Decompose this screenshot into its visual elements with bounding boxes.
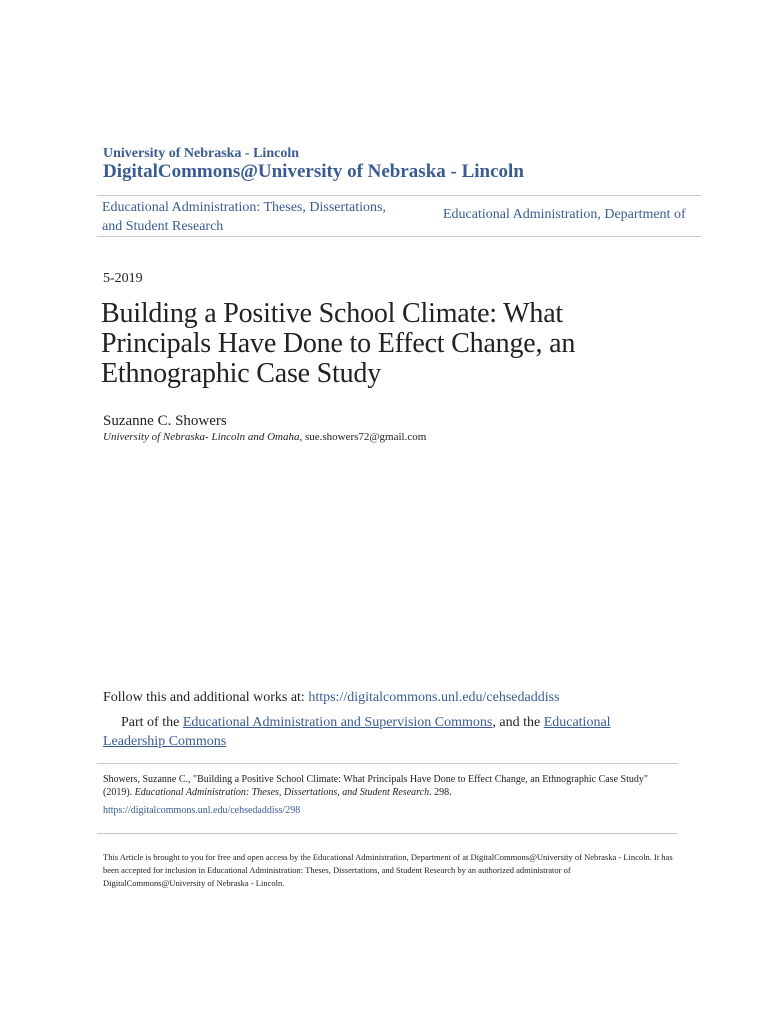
part-of-prefix: Part of the bbox=[121, 715, 183, 730]
header-divider-bottom bbox=[97, 236, 701, 237]
author-affiliation bbox=[103, 431, 426, 443]
follow-label: Follow this and additional works at: bbox=[103, 690, 309, 705]
header-divider-top bbox=[97, 195, 701, 196]
author-email: , sue.showers72@gmail.com bbox=[299, 431, 427, 443]
commons-link-leadership[interactable]: Educational Leadership Commons bbox=[103, 715, 611, 749]
citation-text: Showers, Suzanne C., "Building a Positive School Climate: What Principals Have Done to Effect Change, an Ethnographic Case Study" (2019). bbox=[103, 774, 648, 798]
citation-block bbox=[103, 773, 663, 799]
commons-link-supervision[interactable]: Educational Administration and Supervision Commons bbox=[182, 715, 493, 730]
institution-link[interactable]: University of Nebraska - Lincoln bbox=[103, 146, 299, 161]
citation-url-link[interactable]: https://digitalcommons.unl.edu/cehsedaddiss/298 bbox=[103, 805, 301, 816]
publication-date: 5-2019 bbox=[103, 271, 143, 286]
access-notice: This Article is brought to you for free and open access by the Educational Administration, Department of at DigitalCommons@University of Nebraska - Lincoln. It has been accepted for inclusion in Educational Administration: Theses, Dissertations, and Student Research by an authorized administrator of DigitalCommons@University of Nebraska - Lincoln. bbox=[103, 852, 673, 888]
citation-number: . 298. bbox=[429, 787, 452, 798]
part-of-line bbox=[103, 713, 643, 751]
article-title: Building a Positive School Climate: What Principals Have Done to Effect Change, an Ethnographic Case Study bbox=[101, 298, 576, 389]
follow-url-link[interactable]: https://digitalcommons.unl.edu/cehsedaddiss bbox=[308, 690, 560, 705]
series-link[interactable]: Educational Administration: Theses, Dissertations, and Student Research bbox=[102, 200, 386, 234]
affiliation-text: University of Nebraska- Lincoln and Omaha bbox=[103, 431, 300, 443]
department-link[interactable]: Educational Administration, Department of bbox=[443, 207, 686, 222]
follow-line bbox=[103, 690, 560, 706]
citation-series: Educational Administration: Theses, Dissertations, and Student Research bbox=[134, 787, 430, 798]
part-of-middle: , and the bbox=[492, 715, 544, 730]
author-name: Suzanne C. Showers bbox=[103, 413, 227, 429]
notice-divider bbox=[97, 833, 678, 834]
repository-link[interactable]: DigitalCommons@University of Nebraska - Lincoln bbox=[103, 161, 524, 182]
citation-divider bbox=[97, 763, 678, 764]
